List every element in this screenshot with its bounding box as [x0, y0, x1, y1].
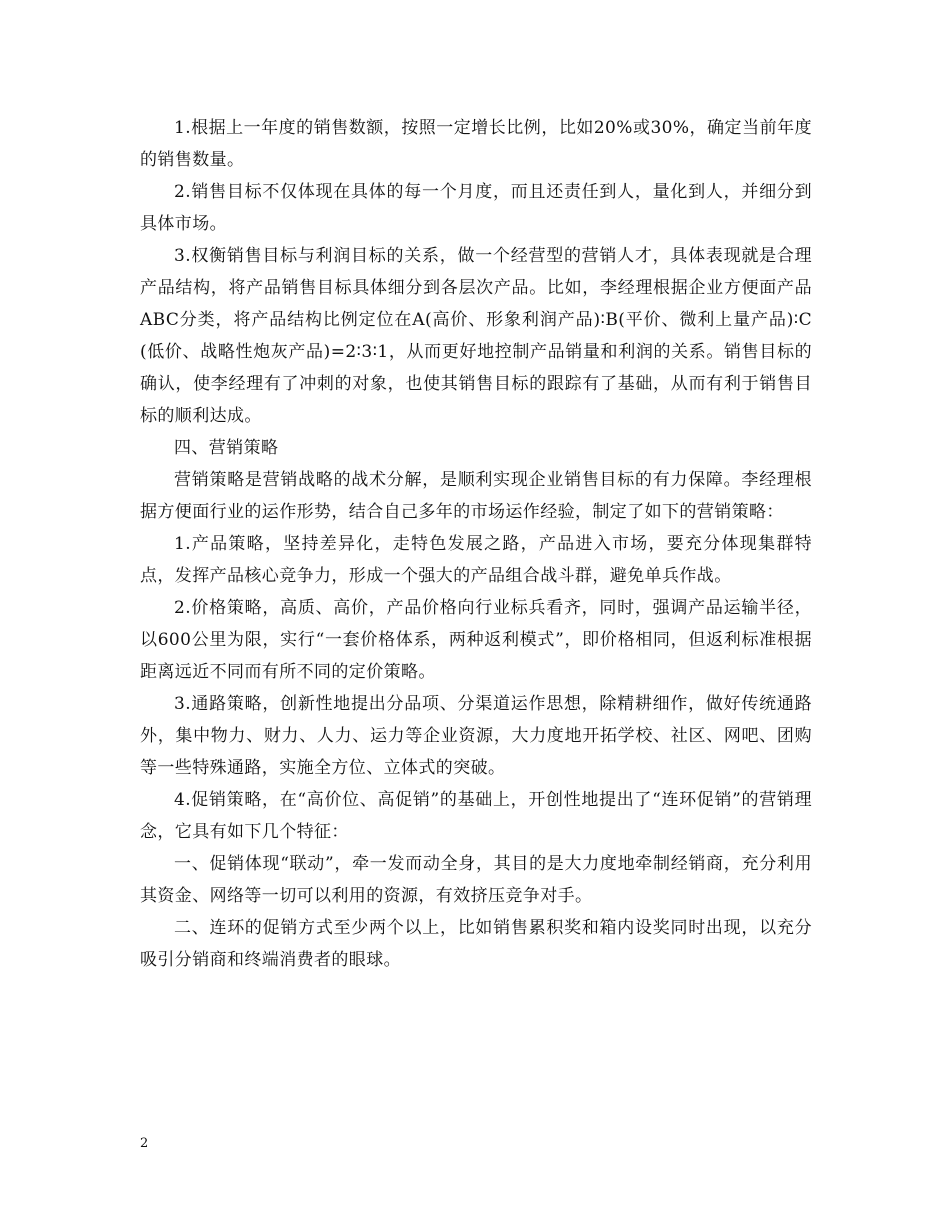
paragraph-price-strategy: 2.价格策略，高质、高价，产品价格向行业标兵看齐，同时，强调产品运输半径，以600公里为限，实行“一套价格体系，两种返利模式”，即价格相同，但返利标准根据距离远近不同而有所不同的定价策略。: [140, 598, 812, 682]
paragraph-channel-strategy: 3.通路策略，创新性地提出分品项、分渠道运作思想，除精耕细作，做好传统通路外，集中物力、财力、人力、运力等企业资源，大力度地开拓学校、社区、网吧、团购等一些特殊通路，实施全方位、立体式的突破。: [140, 694, 812, 778]
page-number: 2: [140, 1136, 149, 1151]
paragraph-product-strategy: 1.产品策略，坚持差异化，走特色发展之路，产品进入市场，要充分体现集群特点，发挥产品核心竞争力，形成一个强大的产品组合战斗群，避免单兵作战。: [140, 534, 812, 586]
paragraph-profit-balance: 3.权衡销售目标与利润目标的关系，做一个经营型的营销人才，具体表现就是合理产品结构，将产品销售目标具体细分到各层次产品。比如，李经理根据企业方便面产品ABC分类，将产品结构比例定位在A(高价、形象利润产品)∶B(平价、微利上量产品)∶C(低价、战略性炮灰产品)=2∶3∶1，从而更好地控制产品销量和利润的关系。销售目标的确认，使李经理有了冲刺的对象，也使其销售目标的跟踪有了基础，从而有利于销售目标的顺利达成。: [140, 246, 812, 426]
paragraph-strategy-intro: 营销策略是营销战略的战术分解，是顺利实现企业销售目标的有力保障。李经理根据方便面行业的运作形势，结合自己多年的市场运作经验，制定了如下的营销策略：: [140, 470, 812, 522]
paragraph-promotion-feature-one: 一、促销体现“联动”，牵一发而动全身，其目的是大力度地牵制经销商，充分利用其资金、网络等一切可以利用的资源，有效挤压竞争对手。: [140, 854, 812, 906]
paragraph-sales-target-breakdown: 2.销售目标不仅体现在具体的每一个月度，而且还责任到人，量化到人，并细分到具体市场。: [140, 182, 812, 234]
section-heading-marketing-strategy: 四、营销策略: [174, 438, 279, 458]
paragraph-promotion-feature-two: 二、连环的促销方式至少两个以上，比如销售累积奖和箱内设奖同时出现，以充分吸引分销商和终端消费者的眼球。: [140, 918, 812, 970]
paragraph-promotion-strategy: 4.促销策略，在“高价位、高促销”的基础上，开创性地提出了“连环促销”的营销理念，它具有如下几个特征：: [140, 790, 812, 842]
paragraph-sales-growth: 1.根据上一年度的销售数额，按照一定增长比例，比如20%或30%，确定当前年度的销售数量。: [140, 118, 812, 170]
document-body: [140, 112, 812, 976]
